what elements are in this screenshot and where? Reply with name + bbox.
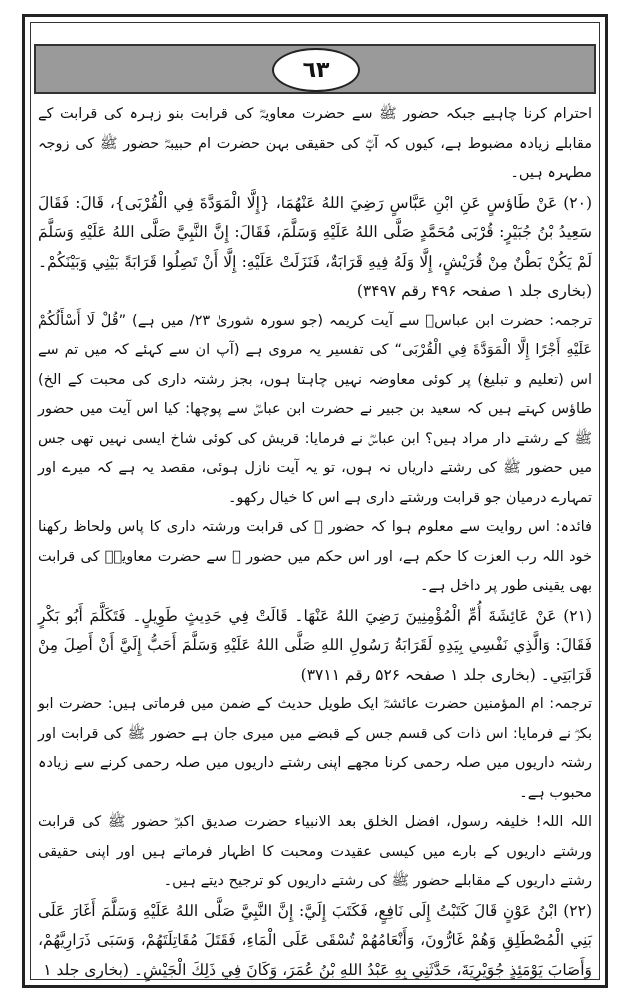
hadith-20-translation: ترجمہ: حضرت ابن عباسؓ سے آیت کریمہ (جو سورہ شوریٰ ۲۳/ میں ہے) ”قُلْ لَا أَسْأَلُكُمْ عَلَيْهِ أَجْرًا إِلَّا الْمَوَدَّةَ فِي الْقُرْبَى“ کی تفسیر یہ مروی ہے (آپ ان سے کہئے کہ میں تم سے اس (تعلیم و تبلیغ) پر کوئی معاوضہ نہیں چاہتا ہوں، بجز رشتہ داری کی محبت کے الخ) طاؤس کہتے ہیں کہ سعید بن جبیر نے حضرت ابن عباسؓ سے پوچھا: کیا اس آیت میں حضور ﷺ کے رشتے دار مراد ہیں؟ ابن عباسؓ نے فرمایا: قریش کی کوئی شاخ ایسی نہیں تھی جس میں حضور ﷺ کی رشتے داریاں نہ ہوں، تو یہ آیت نازل ہوئی، مقصد یہ ہے کہ میرے اور تمہارے درمیان جو قرابت ورشتے داری ہے اس کا خیال رکھو۔ bbox=[38, 312, 592, 506]
hadith-21-arabic: (۲۱) عَنْ عَائِشَةَ أُمِّ الْمُؤْمِنِينَ رَضِيَ اللهُ عَنْهَا۔ قَالَتْ فِي حَدِيثٍ طَوِيلٍ۔ فَتَكَلَّمَ أَبُو بَكْرٍ فَقَالَ: وَالَّذِي نَفْسِي بِيَدِهِ لَقَرَابَةُ رَسُولِ اللهِ صَلَّى اللهُ عَلَيْهِ وَسَلَّمَ أَحَبُّ إِلَيَّ أَنْ أَصِلَ مِنْ قَرَابَتِي۔ (بخاری جلد ۱ صفحہ ۵۲۶ رقم ۳۷۱۱) bbox=[38, 606, 592, 684]
commentary-paragraph: اللہ اللہ! خلیفہ رسول، افضل الخلق بعد الانبیاء حضرت صدیق اکبرؓ حضور ﷺ کی قرابت ورشتے داریوں کے بارے میں کیسی عقیدت ومحبت کا اظہار فرماتے ہیں اور اپنی حقیقی رشتے داریوں کے مقابلے حضور ﷺ کی رشتے داریوں کو ترجیح دیتے ہیں۔ bbox=[38, 814, 592, 889]
page-body bbox=[38, 100, 592, 980]
hadith-20-benefit: فائدہ: اس روایت سے معلوم ہوا کہ حضور ﷺ کی قرابت ورشتہ داری کا پاس ولحاظ رکھنا خود اللہ رب العزت کا حکم ہے، اور اس حکم میں حضور ﷺ سے حضرت معاویہؓ کی قرابت بھی یقینی طور پر داخل ہے۔ bbox=[38, 519, 592, 594]
hadith-22-arabic: (۲۲) ابْنُ عَوْنٍ قَالَ كَتَبْتُ إِلَى نَافِعٍ، فَكَتَبَ إِلَيَّ: إِنَّ النَّبِيَّ صَلَّى اللهُ عَلَيْهِ وَسَلَّمَ أَغَارَ عَلَى بَنِي الْمُصْطَلِقِ وَهُمْ غَارُّونَ، وَأَنْعَامُهُمْ تُسْقَى عَلَى الْمَاءِ، فَقَتَلَ مُقَاتِلَتَهُمْ، وَسَبَى ذَرَارِيَّهُمْ، وَأَصَابَ يَوْمَئِذٍ جُوَيْرِيَةَ، حَدَّثَنِي بِهِ عَبْدُ اللهِ بْنُ عُمَرَ، وَكَانَ فِي ذَلِكَ الْجَيْشِ۔ (بخاری جلد ۱ bbox=[38, 901, 592, 979]
page-number: ٦٣ bbox=[272, 48, 360, 92]
paragraph-intro: احترام کرنا چاہیے جبکہ حضور ﷺ سے حضرت معاویہؓ کی قرابت بنو زہرہ کی قرابت کے مقابلے زیادہ مضبوط ہے، کیوں کہ آپؓ کی حقیقی بہن حضرت ام حبیبہؓ حضور ﷺ کی زوجہ مطہرہ ہیں۔ bbox=[38, 106, 592, 181]
hadith-20-arabic: (۲۰) عَنْ طَاؤسٍ عَنِ ابْنِ عَبَّاسٍ رَضِيَ اللهُ عَنْهُمَا، {إِلَّا الْمَوَدَّةَ فِي الْقُرْبَى}، قَالَ: فَقَالَ سَعِيدُ بْنُ جُبَيْرٍ: قُرْبَى مُحَمَّدٍ صَلَّى اللهُ عَلَيْهِ وَسَلَّمَ، فَقَالَ: إِنَّ النَّبِيَّ صَلَّى اللهُ عَلَيْهِ وَسَلَّمَ لَمْ يَكُنْ بَطْنٌ مِنْ قُرَيْشٍ، إِلَّا وَلَهُ فِيهِ قَرَابَةٌ، فَنَزَلَتْ عَلَيْهِ: إِلَّا أَنْ تَصِلُوا قَرَابَةً بَيْنِي وَبَيْنَكُمْ۔ (بخاری جلد ۱ صفحہ ۴۹۶ رقم ۳۴۹۷) bbox=[38, 193, 592, 300]
hadith-21-translation: ترجمہ: ام المؤمنین حضرت عائشہؓ ایک طویل حدیث کے ضمن میں فرماتی ہیں: حضرت ابو بکرؓ نے فرمایا: اس ذات کی قسم جس کے قبضے میں میری جان ہے حضور ﷺ کی قرابت اور رشتہ داریوں میں صلہ رحمی کرنا مجھے اپنی رشتے داریوں میں صلہ رحمی کرنے سے زیادہ محبوب ہے۔ bbox=[38, 696, 592, 801]
